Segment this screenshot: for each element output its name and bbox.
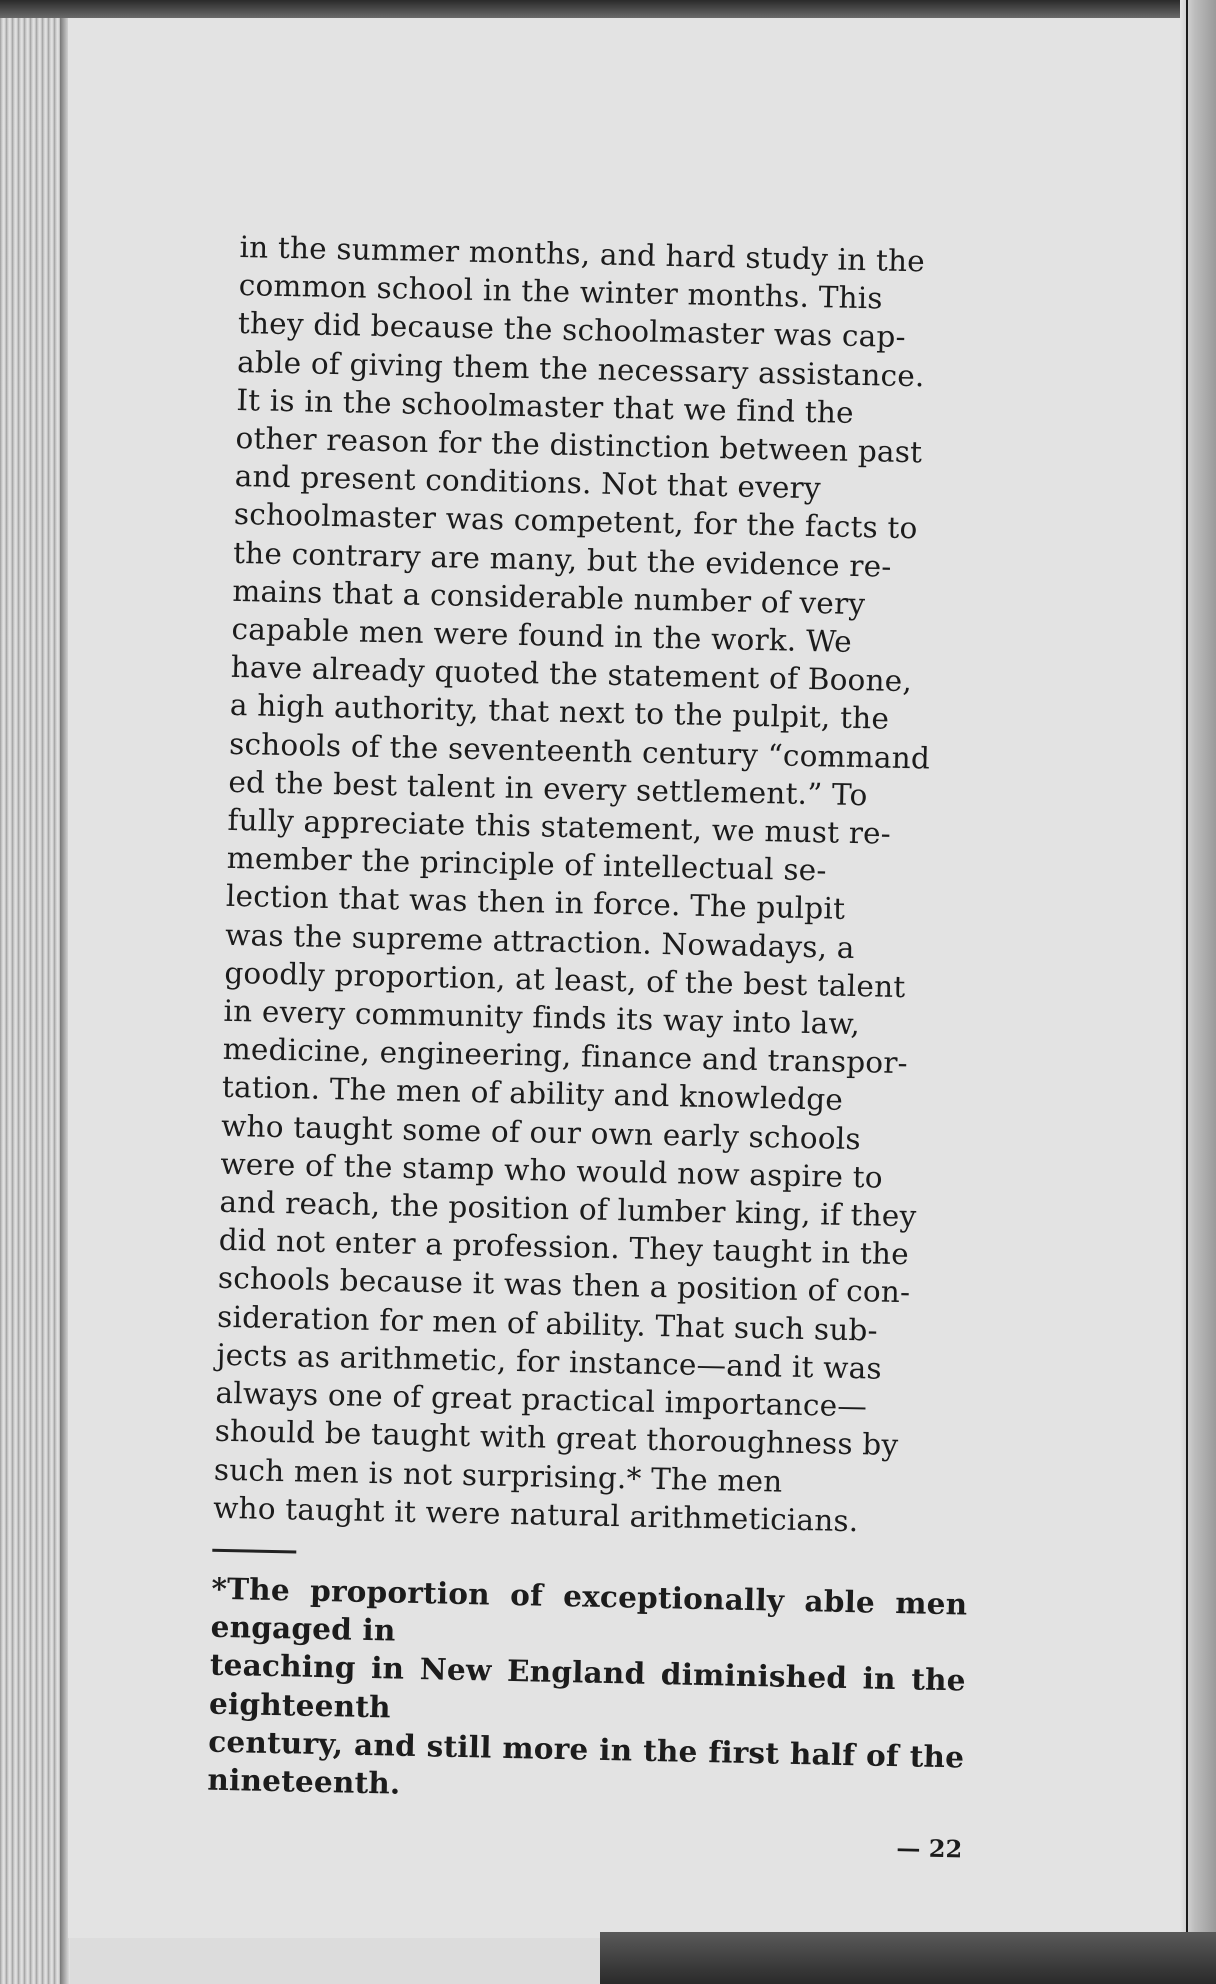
- scanner-frame-bottom: [600, 1932, 1216, 1984]
- body-text: [206, 228, 996, 1864]
- binding-edge: [60, 0, 68, 1984]
- paragraph-2: It is in the schoolmaster that we find the other reason for the distinction between past and present conditions. Not that every schoolmaster was competent, for the facts to the contrary are many, but the evidence re- mains that a considerable number of very capable men were found in the work. We have already quoted the statement of Boone, a high authority, that next to the pulpit, the schools of the seventeenth century “command ed the best talent in every settlement.” To fully appreciate this statement, we must re- member the principle of intellectual se- lection that was then in force. The pulpit was the supreme attraction. Nowadays, a goodly proportion, at least, of the best talent in every community finds its way into law, medicine, engineering, finance and transpor- tation. The men of ability and knowledge who taught some of our own early schools were of the stamp who would now aspire to and reach, the position of lumber king, if they did not enter a profession. They taught in the schools because it was then a position of con- sideration for men of ability. That such sub- jects as arithmetic, for instance—and it was always one of great practical importance— should be taught with great thoroughness by such men is not surprising.* The men who taught it were natural arithmeticians.: [212, 382, 931, 1538]
- footnote-rule: [212, 1549, 296, 1554]
- footnote: *The proportion of exceptionally able men engaged in teaching in New England diminished in the eighteenth century, and still more in the first half of the nineteenth.: [207, 1570, 968, 1801]
- page-edge-line: [1186, 0, 1188, 1984]
- page-number: — 22: [896, 1833, 963, 1864]
- scanner-frame-top: [0, 0, 1216, 18]
- paragraph-1: in the summer months, and hard study in the common school in the winter months. This they did because the schoolmaster was cap- able of giving them the necessary assistance.: [236, 229, 926, 393]
